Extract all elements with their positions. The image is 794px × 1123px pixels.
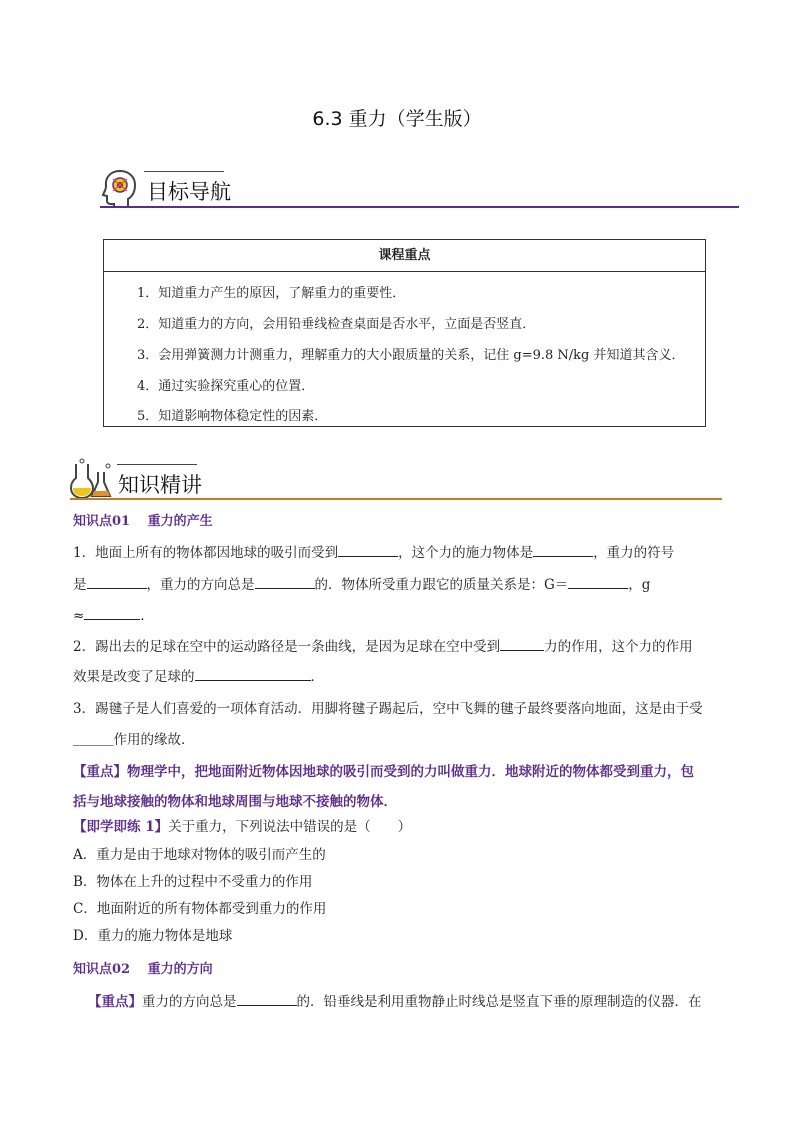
section-rule (70, 498, 722, 500)
text: ，这个力的施力物体是 (398, 545, 534, 561)
question-1-line-3 (73, 604, 154, 624)
key-tag: 【重点】 (88, 994, 142, 1010)
option-c[interactable]: C．地面附近的所有物体都受到重力的作用 (73, 901, 327, 917)
answer-blank[interactable] (338, 544, 398, 557)
text: 的．铅垂线是利用重物静止时线总是竖直下垂的原理制造的仪器．在 (296, 994, 702, 1010)
answer-blank[interactable] (500, 638, 544, 651)
practice-question (73, 815, 411, 835)
knowledge-point-label: 知识点01 重力的产生 (73, 514, 213, 529)
answer-blank[interactable] (255, 576, 315, 589)
text: ，g (628, 577, 651, 593)
text: ． (310, 669, 324, 685)
section-decor-line (144, 171, 224, 172)
question-2-line-2 (73, 665, 324, 685)
text: 效果是改变了足球的 (73, 669, 195, 685)
kp02-key-line (88, 990, 702, 1010)
knowledge-point-label: 知识点02 重力的方向 (73, 962, 213, 977)
text: 关于重力，下列说法中错误的是（ ） (168, 819, 412, 835)
answer-blank[interactable] (84, 607, 140, 620)
section-title-goals: 目标导航 (147, 180, 231, 204)
section-decor-line (117, 464, 197, 465)
answer-blank[interactable] (195, 668, 311, 681)
practice-tag: 【即学即练 1】 (73, 819, 169, 835)
text: ． (140, 608, 154, 624)
answer-blank[interactable] (568, 576, 628, 589)
text: ，重力的符号 (593, 545, 675, 561)
text: ≈ (73, 608, 85, 624)
text: 物理学中，把地面附近物体因地球的吸引而受到的力叫做重力．地球附近的物体都受到重力，包 (127, 764, 694, 780)
answer-blank[interactable] (87, 576, 147, 589)
key-point-item: 3．会用弹簧测力计测重力，理解重力的大小跟质量的关系，记住 g=9.8 N/kg 并知道其含义． (137, 348, 685, 363)
key-point-item: 4．通过实验探究重心的位置． (137, 379, 315, 394)
question-2-line-1 (73, 635, 693, 655)
key-tag: 【重点】 (73, 764, 127, 780)
text: 1．地面上所有的物体都因地球的吸引而受到 (73, 545, 339, 561)
text: 的．物体所受重力跟它的质量关系是：G＝ (314, 577, 569, 593)
key-note-line-1 (73, 760, 694, 780)
option-d[interactable]: D．重力的施力物体是地球 (73, 928, 233, 944)
option-b[interactable]: B．物体在上升的过程中不受重力的作用 (73, 874, 313, 890)
answer-blank[interactable] (237, 993, 297, 1006)
question-3-line-1: 3．踢毽子是人们喜爱的一项体育活动．用脚将毽子踢起后，空中飞舞的毽子最终要落向地面，这是由于受 (73, 701, 703, 717)
key-note-line-2: 括与地球接触的物体和地球周围与地球不接触的物体． (73, 794, 397, 810)
text: ，重力的方向总是 (146, 577, 255, 593)
section-title-knowledge: 知识精讲 (118, 473, 202, 497)
question-1-line-1 (73, 541, 674, 561)
text: 力的作用，这个力的作用 (544, 639, 693, 655)
key-points-header: 课程重点 (104, 240, 705, 272)
option-a[interactable]: A．重力是由于地球对物体的吸引而产生的 (73, 847, 326, 863)
question-3-line-2: ＿＿＿作用的缘故． (73, 732, 195, 748)
text: 重力的方向总是 (142, 994, 237, 1010)
key-point-item: 1．知道重力产生的原因，了解重力的重要性． (137, 286, 406, 301)
section-rule (100, 206, 739, 208)
text: 是 (73, 577, 87, 593)
key-points-table (103, 239, 706, 427)
key-point-item: 5．知道影响物体稳定性的因素． (137, 409, 328, 424)
question-1-line-2 (73, 573, 650, 593)
key-point-item: 2．知道重力的方向，会用铅垂线检查桌面是否水平，立面是否竖直． (137, 317, 536, 332)
page-title: 6.3 重力（学生版） (312, 108, 482, 130)
text: 2．踢出去的足球在空中的运动路径是一条曲线，是因为足球在空中受到 (73, 639, 501, 655)
answer-blank[interactable] (533, 544, 593, 557)
